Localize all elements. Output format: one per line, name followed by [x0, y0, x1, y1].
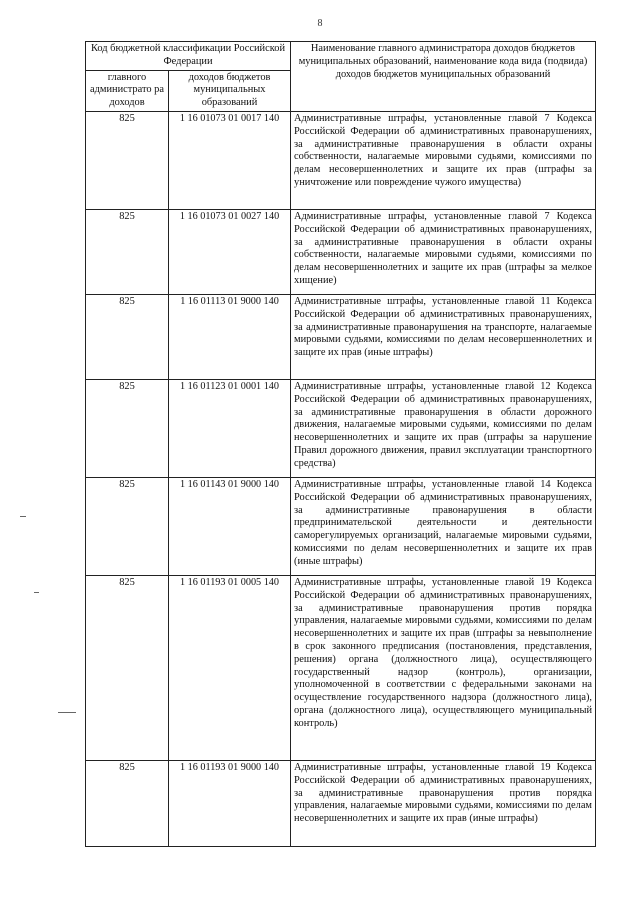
table-row: [86, 294, 596, 379]
table-row: [86, 477, 596, 575]
page-number: 8: [317, 18, 323, 29]
income-code-cell: 1 16 01193 01 0005 140: [169, 575, 291, 760]
table-header-row: [86, 42, 596, 71]
scan-artifact-mark: [34, 592, 39, 593]
budget-codes-table: [85, 41, 596, 847]
income-code-cell: 1 16 01073 01 0017 140: [169, 111, 291, 209]
header-income-column: доходов бюджетов муниципальных образований: [169, 70, 291, 111]
admin-code-cell: 825: [86, 760, 169, 846]
table-row: [86, 111, 596, 209]
income-code-cell: 1 16 01143 01 9000 140: [169, 477, 291, 575]
income-name-cell: Административные штрафы, установленные главой 11 Кодекса Российской Федерации об административных правонарушениях, за административные правонарушения на транспорте, налагаемые мировыми судьями, комиссиями по делам несовершеннолетних и защите их прав (иные штрафы): [291, 294, 596, 379]
admin-code-cell: 825: [86, 294, 169, 379]
income-code-cell: 1 16 01123 01 0001 140: [169, 379, 291, 477]
admin-code-cell: 825: [86, 379, 169, 477]
income-name-cell: Административные штрафы, установленные главой 19 Кодекса Российской Федерации об административных правонарушениях, за административные правонарушения против порядка управления, налагаемые мировыми судьями, комиссиями по делам несовершеннолетних и защите их прав (иные штрафы): [291, 760, 596, 846]
admin-code-cell: 825: [86, 111, 169, 209]
table-row: [86, 575, 596, 760]
admin-code-cell: 825: [86, 477, 169, 575]
header-name-column: Наименование главного администратора доходов бюджетов муниципальных образований, наименование кода вида (подвида) доходов бюджетов муниципальных образований: [291, 42, 596, 112]
admin-code-cell: 825: [86, 575, 169, 760]
table-row: [86, 209, 596, 294]
income-name-cell: Административные штрафы, установленные главой 19 Кодекса Российской Федерации об административных правонарушениях, за административные правонарушения против порядка управления, налагаемые мировыми судьями, комиссиями по делам несовершеннолетних и защите их прав (штрафы за невыполнение в срок законного предписания (постановления, представления, решения) органа (должностного лица), осуществляющего государственный надзор (контроль), организации, уполномоченной в соответствии с федеральными законами на осуществление государственного надзора (должностного лица), органа (должностного лица), осуществляющего муниципальный контроль): [291, 575, 596, 760]
header-kbk-group: Код бюджетной классификации Российской Федерации: [86, 42, 291, 71]
scan-artifact-mark: [58, 712, 76, 713]
admin-code-cell: 825: [86, 209, 169, 294]
income-code-cell: 1 16 01193 01 9000 140: [169, 760, 291, 846]
income-name-cell: Административные штрафы, установленные главой 12 Кодекса Российской Федерации об административных правонарушениях, за административные правонарушения в области дорожного движения, налагаемые мировыми судьями, комиссиями по делам несовершеннолетних и защите их прав (штрафы за нарушение Правил дорожного движения, правил эксплуатации транспортного средства): [291, 379, 596, 477]
header-admin-column: главного администрато ра доходов: [86, 70, 169, 111]
table-row: [86, 760, 596, 846]
income-name-cell: Административные штрафы, установленные главой 7 Кодекса Российской Федерации об административных правонарушениях, за административные правонарушения в области охраны собственности, налагаемые мировыми судьями, комиссиями по делам несовершеннолетних и защите их прав (штрафы за мелкое хищение): [291, 209, 596, 294]
income-name-cell: Административные штрафы, установленные главой 7 Кодекса Российской Федерации об административных правонарушениях, за административные правонарушения в области охраны собственности, налагаемые мировыми судьями, комиссиями по делам несовершеннолетних и защите их прав (штрафы за уничтожение или повреждение чужого имущества): [291, 111, 596, 209]
income-code-cell: 1 16 01073 01 0027 140: [169, 209, 291, 294]
income-name-cell: Административные штрафы, установленные главой 14 Кодекса Российской Федерации об административных правонарушениях, за административные правонарушения в области предпринимательской деятельности и деятельности саморегулируемых организаций, налагаемые мировыми судьями, комиссиями по делам несовершеннолетних и защите их прав (иные штрафы): [291, 477, 596, 575]
scan-artifact-mark: [20, 516, 26, 517]
table-row: [86, 379, 596, 477]
income-code-cell: 1 16 01113 01 9000 140: [169, 294, 291, 379]
